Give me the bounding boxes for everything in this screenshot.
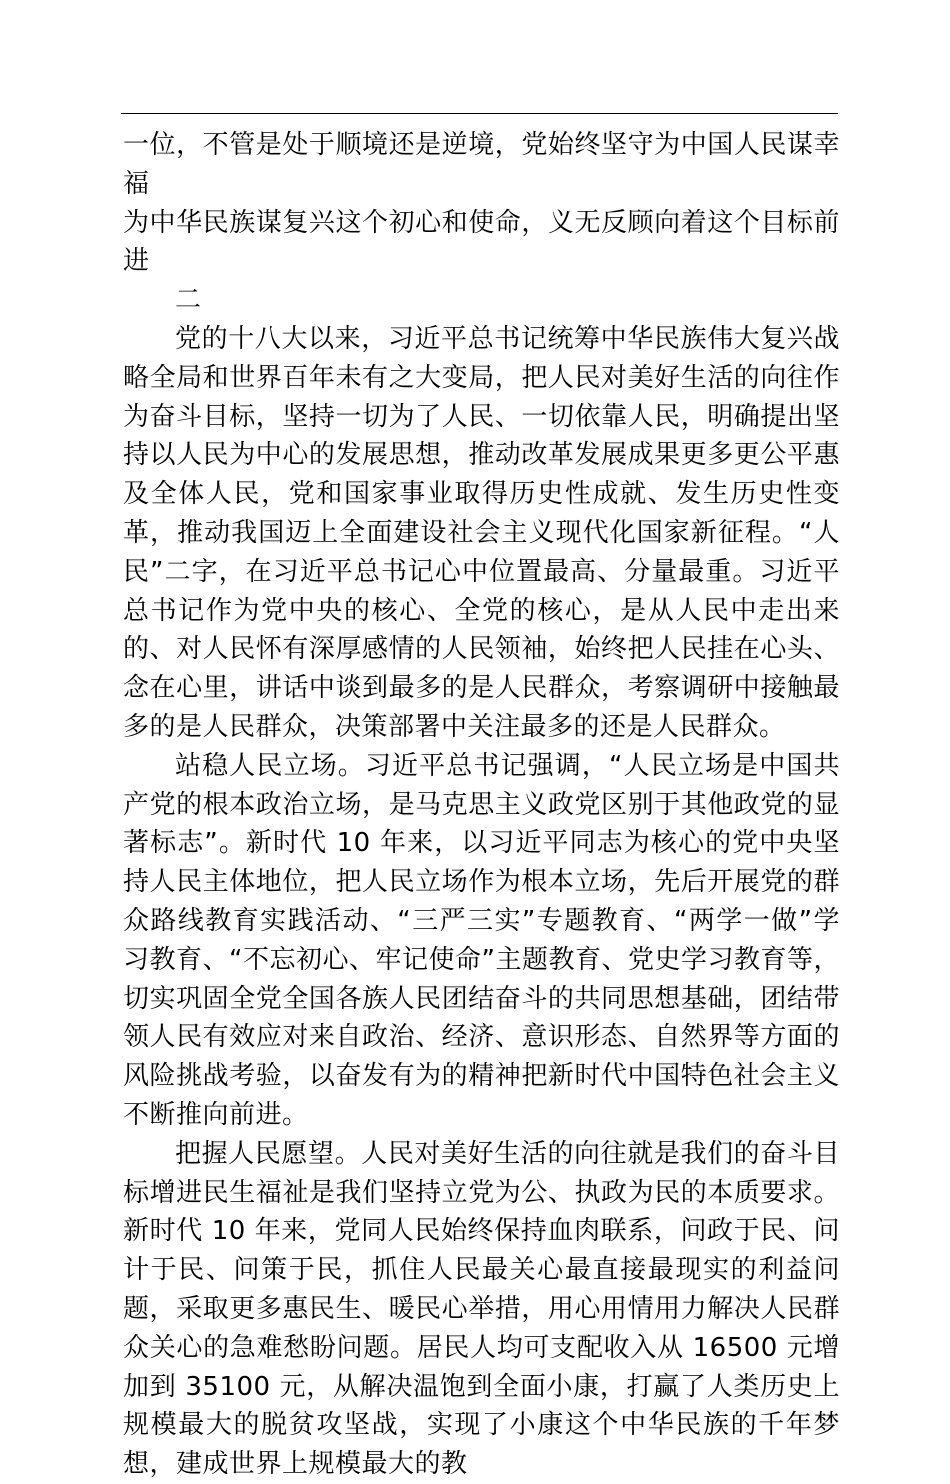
text-line: 盼问题。居民人均可支配收入从 16500 元增加到 35100 元，从解 [123,1332,840,1402]
paragraph-3 [123,1135,840,1484]
text-line: 斗目标，坚持一切为了人民、一切依靠人民，明确提出坚持以人 [123,401,840,471]
text-line: 党的十八大以来，习近平总书记统筹中华民族伟大复兴战略 [123,323,840,393]
text-line: 站稳人民立场。习近平总书记强调，“人民立场是中国共产 [123,750,840,820]
text-line: 把握人民愿望。人民对美好生活的向往就是我们的奋斗目标 [123,1138,840,1208]
text-line: 一位，不管是处于顺境还是逆境，党始终坚守为中国人民谋幸福 [123,130,840,199]
text-line: 核心、全党的核心，是从人民中走出来的、对人民怀有深厚感情 [123,595,840,665]
text-line: 自政治、经济、意识形态、自然界等方面的风险挑战考验，以奋 [123,1022,840,1092]
text-line: 为中华民族谋复兴这个初心和使命，义无反顾向着这个目标前进 [123,207,840,277]
text-line: 国各族人民团结奋斗的共同思想基础，团结带领人民有效应对来 [123,983,840,1053]
text-line: 平总书记心中位置最高、分量最重。习近平总书记作为党中央的 [123,556,840,626]
text-line: 的是人民群众，考察调研中接触最多的是人民群众，决策部署中 [123,673,840,742]
section-number: 二 [175,285,202,316]
paragraph-2 [123,747,840,1135]
text-line: 民为中心的发展思想，推动改革发展成果更多更公平惠及全体人 [123,440,840,510]
text-line: 全局和世界百年未有之大变局，把人民对美好生活的向往作为奋 [123,362,840,432]
text-line: 的人民领袖，始终把人民挂在心头、念在心里，讲话中谈到最多 [123,634,840,704]
text-line: 民，党和国家事业取得历史性成就、发生历史性变革，推动我国 [123,479,840,548]
text-line: 志”。新时代 10 年来，以习近平同志为核心的党中央坚持人民主 [123,828,840,898]
paragraph-1 [123,320,840,747]
text-line: 初心、牢记使命”主题教育、党史学习教育等，切实巩固全党全 [123,944,840,1014]
header-rule [121,113,838,114]
text-line: 关注最多的还是人民群众。 [467,711,786,742]
text-line: 问策于民，抓住人民最关心最直接最现实的利益问题，采取更多 [123,1255,840,1324]
text-line: 体地位，把人民立场作为根本立场，先后开展党的群众路线教育 [123,867,840,936]
document-body [123,126,840,1484]
continuation-paragraph [123,126,840,281]
text-line: 实现了小康这个中华民族的千年梦想，建成世界上规模最大的教 [123,1410,840,1480]
text-line: 迈上全面建设社会主义现代化国家新征程。“人民”二字，在习近 [123,517,840,587]
text-line: 惠民生、暖民心举措，用心用情用力解决人民群众关心的急难愁 [123,1293,840,1363]
text-line: 发有为的精神把新时代中国特色社会主义不断推向前进。 [123,1061,840,1130]
text-line: 党的根本政治立场，是马克思主义政党区别于其他政党的显著标 [123,789,840,859]
text-line: 代 10 年来，党同人民始终保持血肉联系，问政于民、问计于民、 [123,1216,840,1286]
text-line: 决温饱到全面小康，打赢了人类历史上规模最大的脱贫攻坚战， [123,1371,840,1441]
text-line: 增进民生福祉是我们坚持立党为公、执政为民的本质要求。新时 [123,1177,840,1247]
text-line: 实践活动、“三严三实”专题教育、“两学一做”学习教育、“不忘 [123,905,840,975]
